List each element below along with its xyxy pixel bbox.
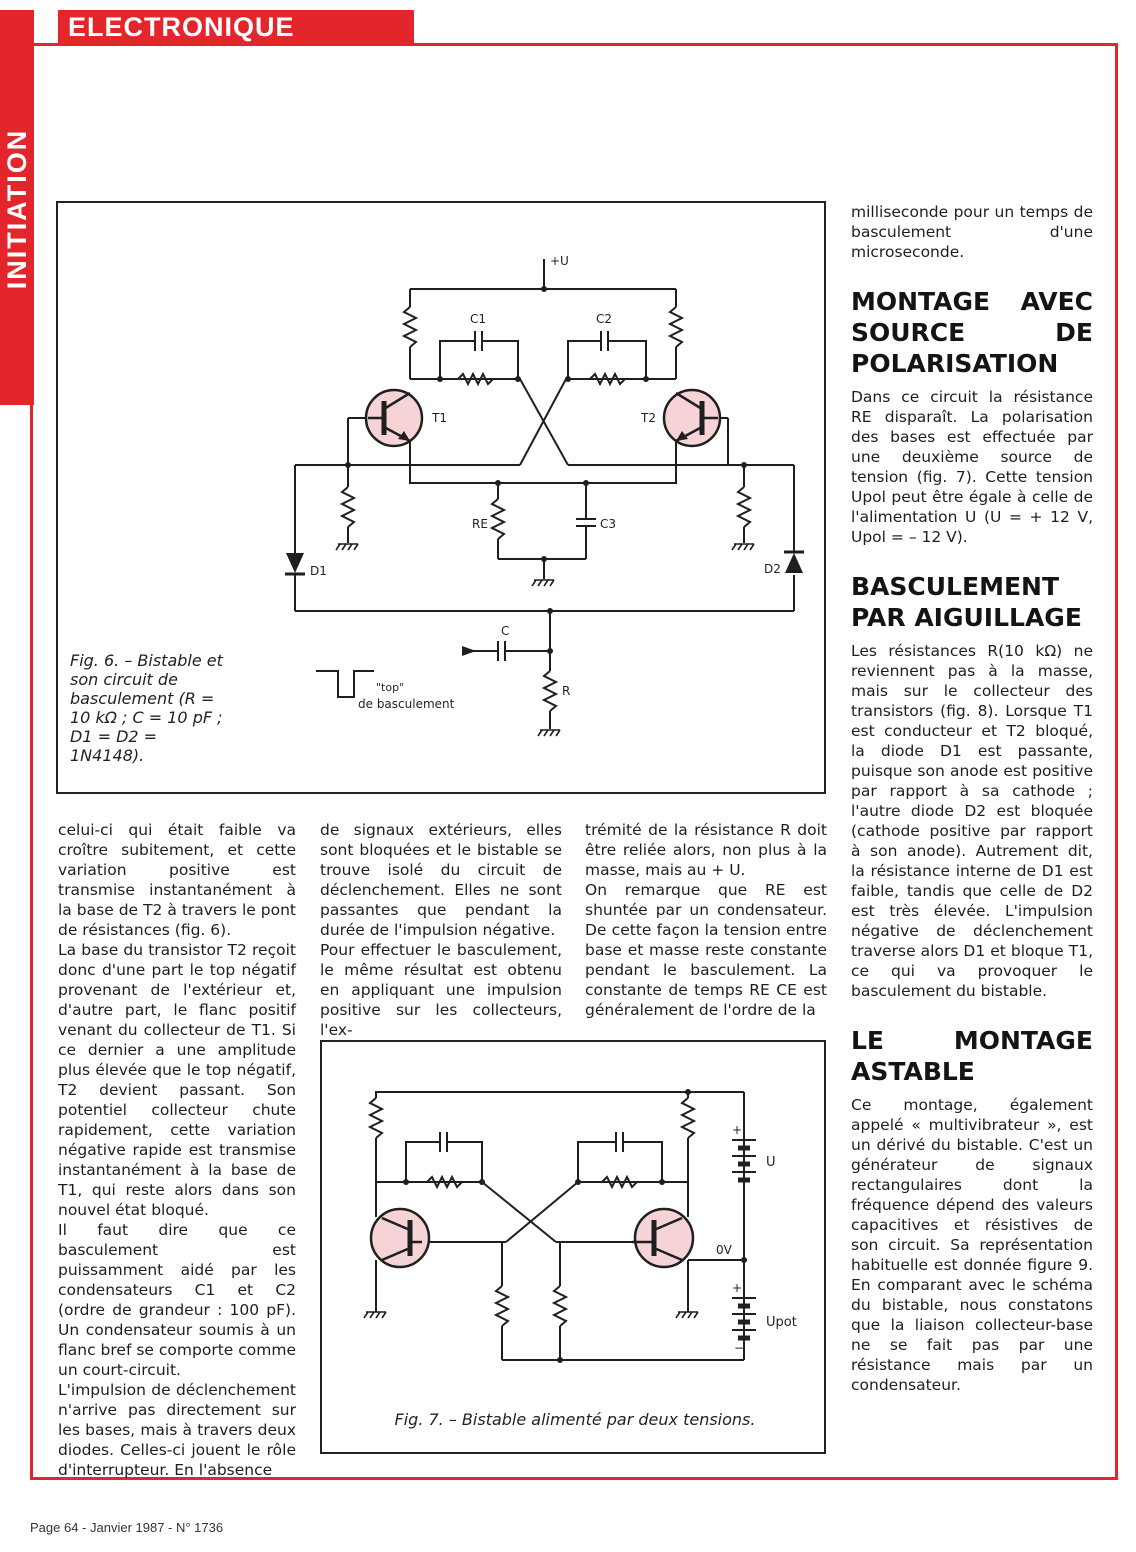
label-u: U xyxy=(766,1155,776,1170)
heading-polarisation: MONTAGE AVEC SOURCE DE POLARISATION xyxy=(851,287,1093,378)
text-column-3 xyxy=(585,820,827,1020)
paragraph: trémité de la résistance R doit être reliée alors, non plus à la masse, mais au + U. xyxy=(585,821,827,879)
label-plus-u: + xyxy=(732,1123,743,1137)
page-footer: Page 64 - Janvier 1987 - N° 1736 xyxy=(30,1520,224,1535)
figure-6 xyxy=(56,201,826,794)
heading-aiguillage: BASCULEMENT PAR AIGUILLAGE xyxy=(851,572,1082,632)
paragraph: Il faut dire que ce basculement est puissamment aidé par les condensateurs C1 et C2 (ordre de grandeur : 100 pF). Un condensateur soumis à un flanc bref se comporte comme un court-circuit. xyxy=(58,1221,296,1379)
fig7-schematic xyxy=(322,1042,824,1452)
label-d1: D1 xyxy=(310,564,327,578)
paragraph: milliseconde pour un temps de basculement d'une microseconde. xyxy=(851,203,1093,261)
fig7-transistor-right xyxy=(632,1209,693,1267)
label-top-2: de basculement xyxy=(358,697,455,711)
label-t2: T2 xyxy=(641,411,656,425)
paragraph: celui-ci qui était faible va croître subitement, et cette variation positive est transmise instantanément à la base de T2 à travers le pont de résistances (fig. 6). xyxy=(58,821,296,939)
section-title: ELECTRONIQUE xyxy=(58,10,414,44)
label-upot: Upot xyxy=(766,1315,797,1330)
side-label: INITIATION xyxy=(2,128,32,290)
label-vplus: +U xyxy=(550,254,569,268)
label-plus-upot: + xyxy=(732,1281,743,1295)
label-0v: 0V xyxy=(716,1243,732,1257)
figure-7 xyxy=(320,1040,826,1454)
paragraph: Dans ce circuit la résistance RE disparaît. La polarisation des bases est effectuée par une deuxième source de tension (fig. 7). Cette tension Upol peut être égale à celle de l'alimentation U (U = + 12 V, Upol = – 12 V). xyxy=(851,388,1093,546)
text-column-1 xyxy=(58,820,296,1480)
heading-astable: LE MONTAGE ASTABLE xyxy=(851,1026,1093,1086)
label-c2: C2 xyxy=(596,312,613,326)
label-r: R xyxy=(562,684,571,698)
paragraph: de signaux extérieurs, elles sont bloquées et le bistable se trouve isolé du circuit de déclenchement. Elles ne sont passantes que pendant la durée de l'impulsion négative. xyxy=(320,821,562,939)
paragraph: L'impulsion de déclenchement n'arrive pas directement sur les bases, mais à travers deux diodes. Celles-ci jouent le rôle d'interrupteur. En l'absence xyxy=(58,1381,296,1479)
paragraph: Ce montage, également appelé « multivibrateur », est un dérivé du bistable. C'est un générateur de signaux rectangulaires dont la fréquence dépend des valeurs capacitives et résistives de son circuit. Sa représentation habituelle est donnée figure 9. En comparant avec le schéma du bistable, nous constatons que la liaison collecteur-base ne se fait pas par une résistance mais par un condensateur. xyxy=(851,1096,1093,1394)
label-d2: D2 xyxy=(764,562,781,576)
paragraph: Pour effectuer le basculement, le même résultat est obtenu en appliquant une impulsion positive sur les collecteurs, l'ex- xyxy=(320,941,562,1039)
paragraph: On remarque que RE est shuntée par un condensateur. De cette façon la tension entre base et masse reste constante pendant le basculement. La constante de temps RE CE est généralement de l'ordre de la xyxy=(585,881,827,1019)
text-column-4 xyxy=(851,202,1093,1395)
transistor-t2 xyxy=(664,390,720,446)
label-t1: T1 xyxy=(432,411,447,425)
text-column-2 xyxy=(320,820,562,1040)
fig7-caption: Fig. 7. – Bistable alimenté par deux tensions. xyxy=(394,1410,756,1429)
transistor-t1 xyxy=(366,390,422,446)
paragraph: La base du transistor T2 reçoit donc d'une part le top négatif provenant de l'extérieur et, d'autre part, le flanc positif venant du collecteur de T1. Si ce dernier a une amplitude plus élevée que le top négatif, T2 devient passant. Son potentiel collecteur chute rapidement, cette variation négative rapide est transmise instantanément à la base de T1, qui reste alors dans son nouvel état bloqué. xyxy=(58,941,296,1219)
paragraph: Les résistances R(10 kΩ) ne reviennent pas à la masse, mais sur le collecteur des transistors (fig. 8). Lorsque T1 est conducteur et T2 bloqué, la diode D1 est passante, puisque son anode est positive par rapport à sa cathode ; l'autre diode D2 est bloquée (cathode positive par rapport à son anode). Autrement dit, la résistance interne de D1 est faible, tandis que celle de D2 est très élevée. L'impulsion négative de déclenchement traverse alors D1 et bloque T1, ce qui va provoquer le basculement du bistable. xyxy=(851,642,1093,1000)
label-c3: C3 xyxy=(600,517,617,531)
label-minus-upot: − xyxy=(734,1341,745,1355)
fig6-caption: Fig. 6. – Bistable et son circuit de basculement (R = 10 kΩ ; C = 10 pF ; D1 = D2 = 1N4148). xyxy=(70,651,223,765)
label-c: C xyxy=(501,624,510,638)
label-re: RE xyxy=(472,517,488,531)
fig7-transistor-left xyxy=(371,1209,429,1267)
label-top: "top" xyxy=(376,681,405,694)
label-c1: C1 xyxy=(470,312,487,326)
